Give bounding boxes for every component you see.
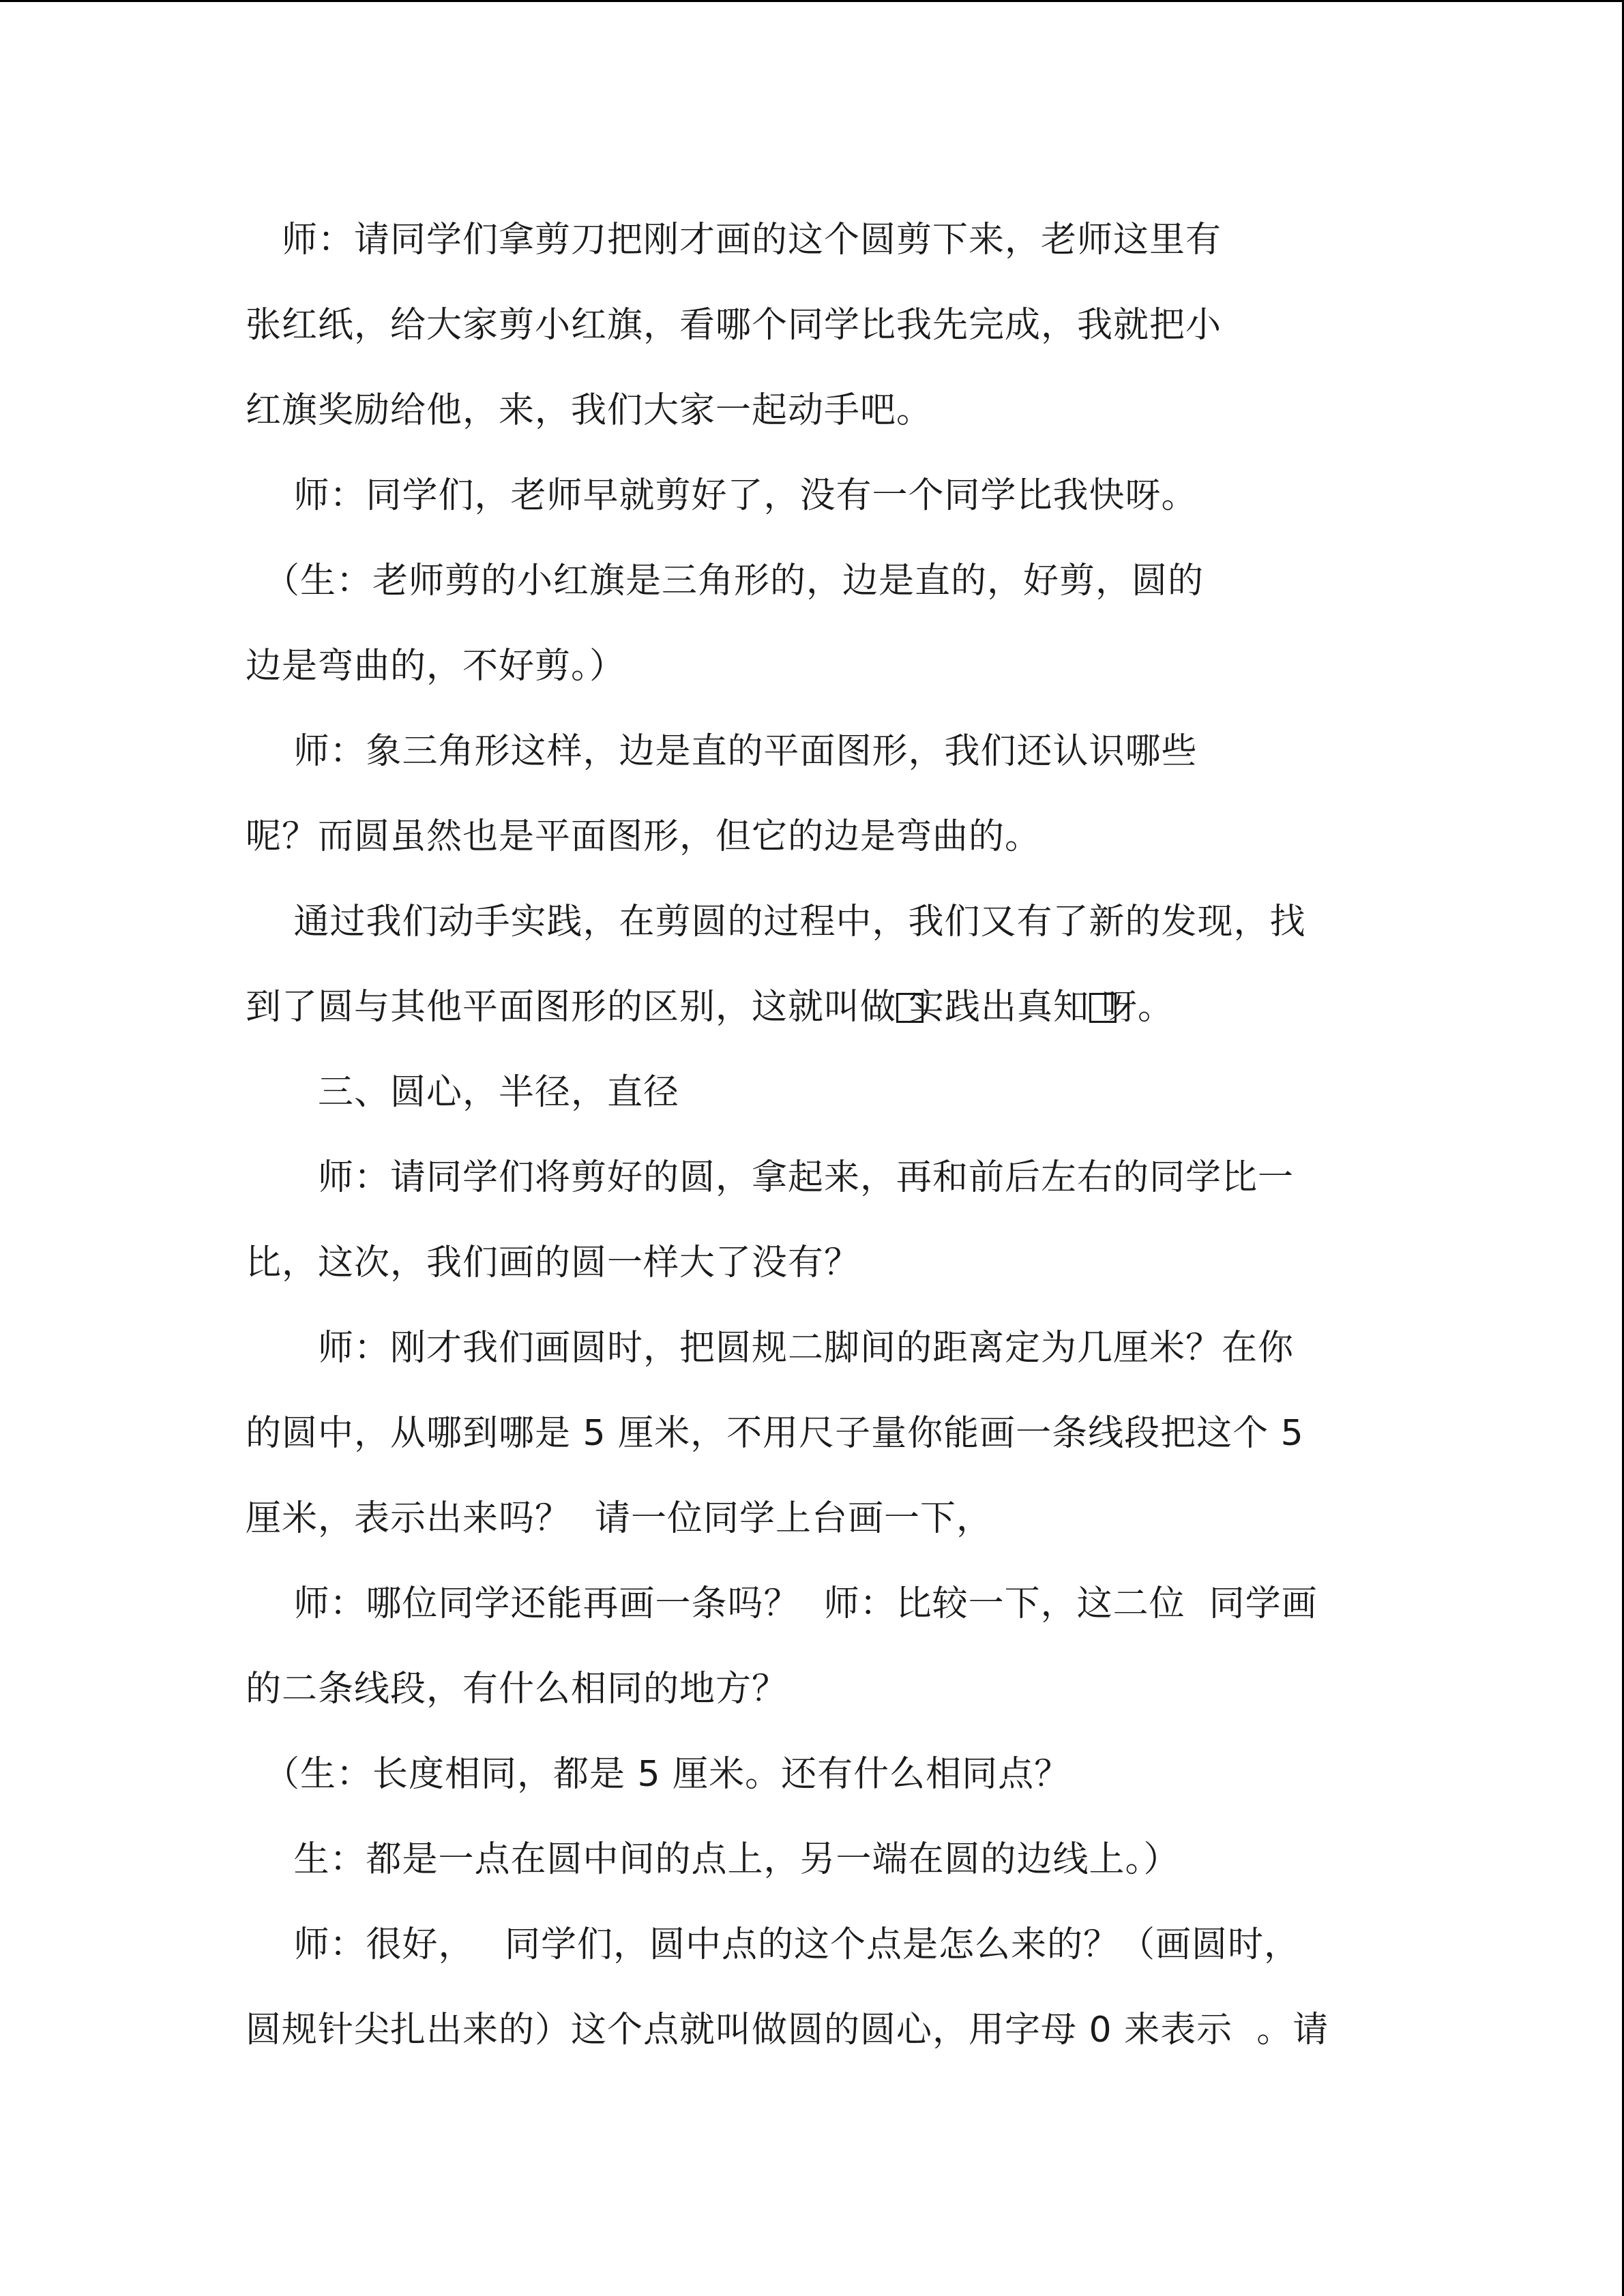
section-heading: 三、圆心，半径，直径	[246, 1072, 680, 1113]
text-line: 张红纸，给大家剪小红旗，看哪个同学比我先完成，我就把小	[246, 305, 1222, 346]
text-line: 边是弯曲的，不好剪。）	[246, 646, 626, 687]
text-line: 师：请同学们拿剪刀把刚才画的这个圆剪下来，老师这里有	[246, 220, 1222, 260]
text-segment: 到了圆与其他平面图形的区别，这就叫做	[246, 987, 897, 1028]
text-line: 师：请同学们将剪好的圆，拿起来，再和前后左右的同学比一	[246, 1157, 1295, 1198]
text-segment: 呀。	[1102, 987, 1175, 1028]
text-line: 红旗奖励给他，来，我们大家一起动手吧。	[246, 390, 933, 431]
text-line: 师：很好， 同学们，圆中点的这个点是怎么来的？（画圆时，	[246, 1924, 1301, 1965]
text-line: 厘米，表示出来吗？ 请一位同学上台画一下，	[246, 1498, 993, 1539]
text-line: 的二条线段，有什么相同的地方？	[246, 1669, 788, 1710]
text-line: 通过我们动手实践，在剪圆的过程中，我们又有了新的发现，找	[246, 901, 1306, 942]
text-line: 呢？而圆虽然也是平面图形，但它的边是弯曲的。	[246, 816, 1042, 857]
text-line-with-missing-glyphs	[246, 985, 1446, 1029]
text-line: （生：老师剪的小红旗是三角形的，边是直的，好剪，圆的	[246, 561, 1205, 601]
text-line: 生：都是一点在圆中间的点上，另一端在圆的边线上。）	[246, 1839, 1180, 1880]
text-line: 的圆中，从哪到哪是 5 厘米，不用尺子量你能画一条线段把这个 5	[246, 1413, 1304, 1454]
text-line: 师：哪位同学还能再画一条吗？ 师：比较一下，这二位 同学画	[246, 1583, 1318, 1624]
text-line: 师：刚才我们画圆时，把圆规二脚间的距离定为几厘米？在你	[246, 1328, 1295, 1369]
text-line: （生：长度相同，都是 5 厘米。还有什么相同点？	[246, 1754, 1071, 1795]
text-segment: 实践出真知	[909, 987, 1090, 1028]
text-line: 师：同学们，老师早就剪好了，没有一个同学比我快呀。	[246, 475, 1198, 516]
text-line: 师：象三角形这样，边是直的平面图形，我们还认识哪些	[246, 731, 1198, 772]
page-top-border	[0, 0, 1624, 2]
text-line: 圆规针尖扎出来的）这个点就叫做圆的圆心，用字母 0 来表示 。请	[246, 2010, 1329, 2051]
text-line: 比，这次，我们画的圆一样大了没有？	[246, 1242, 861, 1283]
